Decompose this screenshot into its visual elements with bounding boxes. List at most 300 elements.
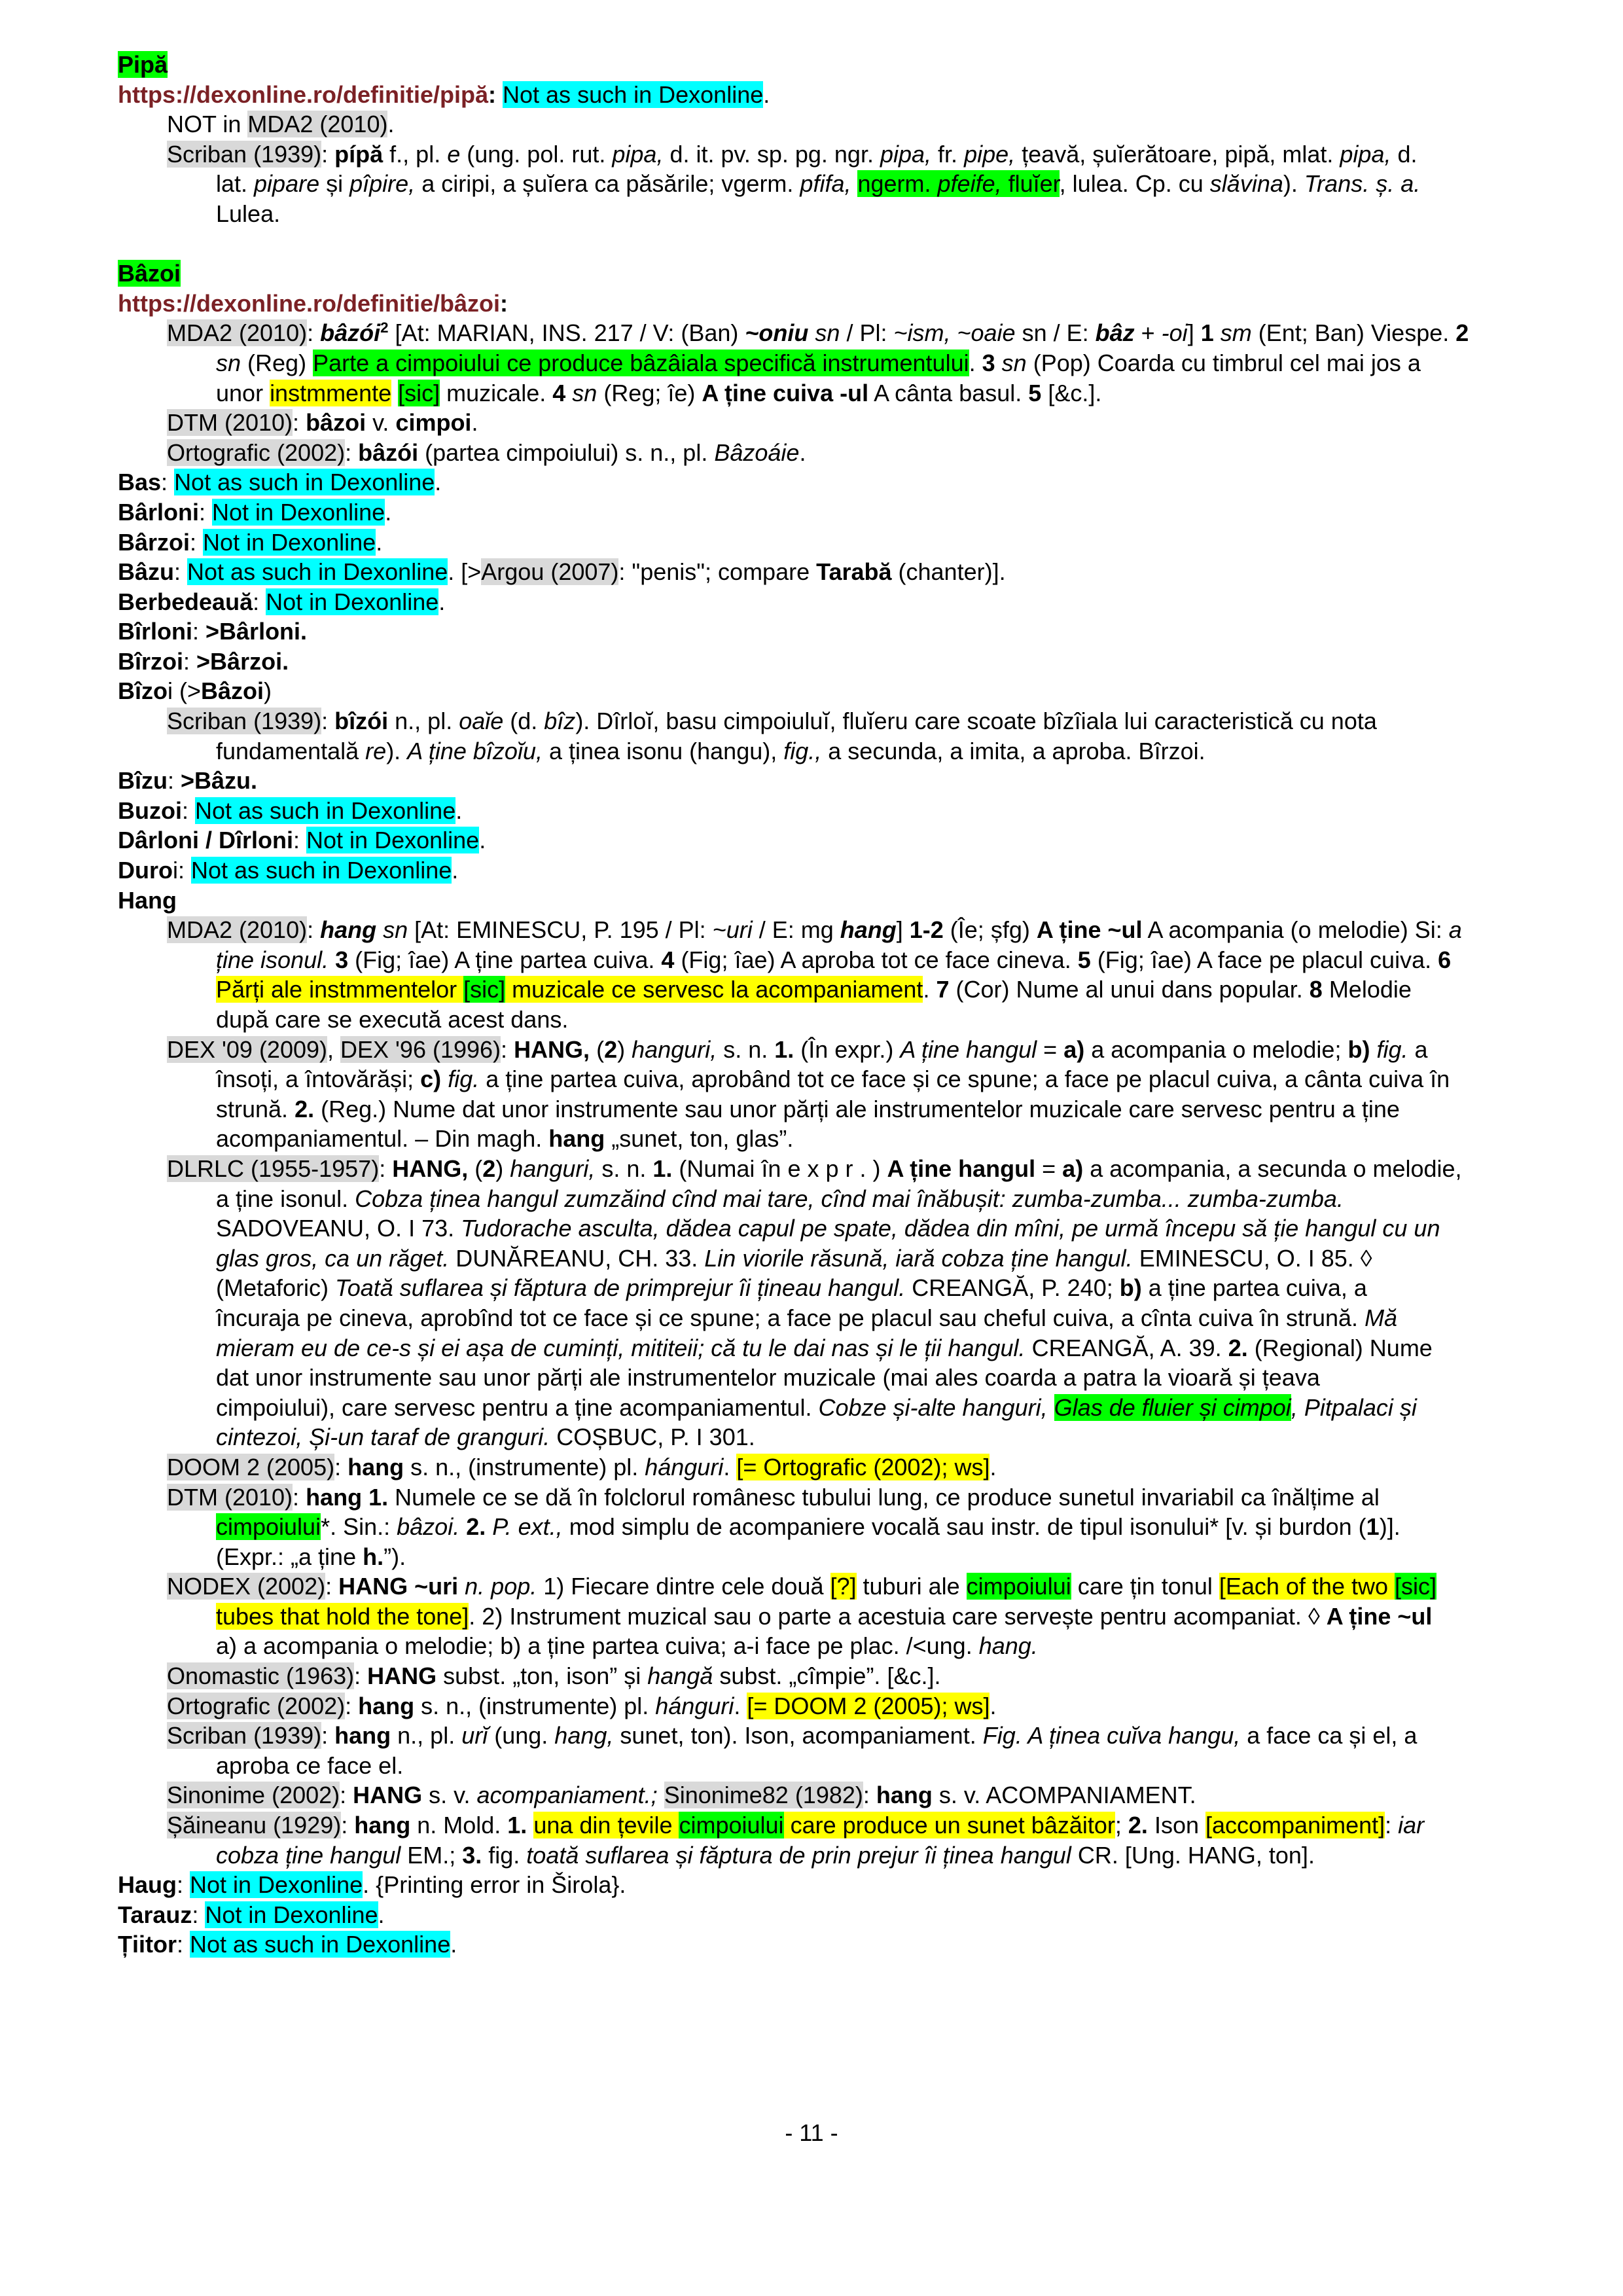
text-run: : [500,289,508,317]
text-run: însoți, a întovărăși; [216,1066,421,1093]
text-run: 1 [1200,319,1214,347]
highlighted-text-run: [sic] [398,379,440,406]
text-run: 6 [1438,946,1452,973]
text-run: : [341,1812,355,1839]
text-run: pípă [334,140,383,168]
text-run: pipare [254,170,320,198]
doc-line [0,1064,1623,1094]
text-run: n., pl. [388,708,459,735]
doc-line [0,1333,1623,1363]
highlighted-text-run: muzicale ce servesc la acompaniament [505,976,923,1003]
highlighted-text-run: una din țevile [533,1812,679,1839]
text-run: : [190,528,204,556]
text-run: . [969,349,982,376]
text-run: s. v. [422,1782,477,1809]
highlighted-text-run: Parte a cimpoiului ce produce bâzâiala specifică instrumentului [313,349,969,376]
doc-line [0,1512,1623,1542]
text-run: Bârzoi [118,528,190,556]
text-run: sn [383,916,408,944]
text-run: Bîzo [118,677,168,705]
text-run: bîzói [334,708,389,735]
highlighted-text-run: Not as such in Dexonline [191,857,452,884]
highlighted-text-run: Not in Dexonline [212,498,385,526]
text-run: 3 [982,349,995,376]
text-run: urĭ [461,1722,488,1749]
doc-line [0,736,1623,766]
text-run: EMINESCU, O. I 85. ◊ [1132,1244,1372,1272]
text-run: Bâzu [118,558,175,586]
text-run: : [161,469,175,496]
text-run: glas gros, ca un răget. [216,1244,450,1272]
text-run: Bîzu [118,767,168,795]
text-run [329,946,335,973]
text-run: Țiitor [118,1931,177,1958]
text-run: (Numai în e x p r . ) [672,1155,887,1182]
text-run: Toată suflarea și făptura de primprejur îi țineau hangul. [335,1274,906,1302]
text-run: Ison [1147,1812,1205,1839]
text-run: A ține hangul [887,1155,1036,1182]
text-run: : [334,1453,348,1480]
text-run: : [340,1782,353,1809]
text-run: Tarauz [118,1901,192,1928]
text-run: Pitpalaci și [1304,1393,1417,1421]
doc-line [0,647,1623,677]
text-run: : [501,1035,514,1063]
text-run: (Fig; îae) A ține partea cuiva. [348,946,662,973]
doc-line [0,1363,1623,1393]
text-run [1048,1394,1054,1421]
text-run: hang, [554,1722,614,1749]
text-run: hang [348,1453,404,1480]
doc-line [0,1751,1623,1781]
text-run: a ținea isonu (hangu), [542,737,784,764]
text-run: Duro [118,857,173,884]
text-run: (Reg; îe) [597,379,702,406]
text-run: : [181,797,195,824]
text-run: n. pop. [465,1573,537,1600]
text-run: bâzói [358,439,419,466]
text-run: . [471,409,478,437]
highlighted-text-run: tubes that hold the tone] [216,1602,469,1630]
text-run: unor [216,379,270,406]
doc-line [0,1094,1623,1124]
doc-line [0,1810,1623,1840]
text-run: CREANGĂ, A. 39. [1025,1334,1228,1361]
text-run: (În expr.) [794,1035,901,1063]
highlighted-text-run: Not as such in Dexonline [195,797,456,824]
doc-line [0,1602,1623,1632]
text-run: hang [876,1782,933,1809]
highlighted-text-run: Not as such in Dexonline [190,1931,451,1958]
text-run: = [1035,1155,1063,1182]
text-run: Lin viorile răsună, iară cobza ține hangul. [704,1244,1133,1272]
text-run: 1. [652,1155,673,1182]
text-run: HANG ~uri [338,1573,459,1600]
doc-line [0,1244,1623,1274]
text-run: Bîrzoi [118,647,184,675]
text-run: ] [1187,319,1201,347]
text-run: . [438,588,446,615]
text-run: . [452,857,459,884]
text-run: A ține bîzoĭu, [407,737,543,764]
text-run: : [199,498,213,526]
text-run: HANG [353,1782,423,1809]
text-run: : [321,140,335,168]
text-run: Trans. ș. a. [1304,170,1421,198]
text-run: / E: mg [752,916,840,944]
highlighted-text-run: [= Ortografic (2002); ws] [736,1453,990,1480]
text-run: ~uri [712,916,753,944]
text-run: / Pl: [840,319,894,347]
text-run: (Fig; îae) A face pe placul cuiva. [1090,946,1438,973]
text-run: hang [358,1692,415,1719]
text-run: s. n., (instrumente) pl. [404,1453,645,1480]
text-run: bâzoi [306,409,366,437]
text-run: (d. [503,708,544,735]
text-run: . [450,1931,457,1958]
doc-line [0,557,1623,587]
doc-line [0,318,1623,348]
doc-line [0,1691,1623,1721]
doc-line [0,1780,1623,1810]
text-run: dat unor instrumente sau unor părți ale instrumentelor muzicale (mai ales coarda a patra la vioară și țeava [216,1364,1320,1391]
text-run: Haug [118,1871,177,1899]
doc-line [0,438,1623,468]
doc-line [0,259,1623,289]
highlighted-text-run: MDA2 (2010) [167,319,308,347]
text-run [458,1573,465,1600]
text-run: Bas [118,469,162,496]
highlighted-text-run: DOOM 2 (2005) [167,1453,335,1480]
doc-line [0,855,1623,886]
highlighted-text-run: DTM (2010) [167,409,293,437]
text-run: 1) Fiecare dintre cele două [537,1573,830,1600]
text-run: : [192,1901,205,1928]
text-run: s. v. ACOMPANIAMENT. [932,1782,1196,1809]
highlighted-text-run: Not as such in Dexonline [187,558,448,586]
doc-line [0,408,1623,438]
text-run: , [327,1035,341,1063]
text-run: (Reg) [241,349,313,376]
text-run: ) [495,1155,510,1182]
doc-line [0,796,1623,826]
text-run: Fig. A ținea cuĭva hangu, [982,1722,1241,1749]
text-run: 2 [380,319,389,336]
text-run: fig. [1376,1035,1408,1063]
text-run: muzicale. [440,379,553,406]
text-run: 2. [294,1095,315,1122]
doc-line [0,1542,1623,1572]
text-run: care țin tonul [1071,1573,1219,1600]
text-run: A cânta basul. [868,379,1029,406]
text-run: : [325,1573,339,1600]
text-run: hánguri [655,1692,734,1719]
doc-line [0,199,1623,229]
doc-line [0,766,1623,796]
text-run: P. ext., [492,1513,563,1541]
text-run: . [723,1453,737,1480]
text-run: bâz [1095,319,1135,347]
text-run: DUNĂREANU, CH. 33. [449,1244,705,1272]
text-run: fig., [783,737,822,764]
text-run: >Bârloni. [205,618,308,645]
highlighted-text-run: care produce un sunet bâzăitor [783,1812,1115,1839]
text-run: + [1134,319,1162,347]
text-run: . [> [448,558,482,586]
highlighted-text-run: Sinonime (2002) [167,1782,340,1809]
text-run: bâzói [320,319,381,347]
text-run: [At: EMINESCU, P. 195 / Pl: [408,916,713,944]
text-run: acompaniament.; [476,1782,658,1809]
text-run: hang [320,916,377,944]
page-number: - 11 - [785,2119,838,2146]
text-run: : [307,319,321,347]
highlighted-text-run: Not in Dexonline [190,1871,363,1899]
highlighted-text-run: Pipă [118,51,168,78]
text-run: (chanter)]. [891,558,1006,586]
hyperlink[interactable]: https://dexonline.ro/definitie/pipă [118,81,489,108]
text-run: 2 [604,1035,618,1063]
highlighted-text-run: Not as such in Dexonline [174,469,435,496]
text-run: i: [173,857,192,884]
text-run: mieram eu de ce-s și ei așa de cuminți, mititeii; că tu le dai nas și le ții hangul. [216,1334,1026,1361]
text-run: . {Printing error in Širola}. [363,1871,626,1899]
text-run: strună. [216,1095,295,1122]
text-run: hang. [978,1632,1038,1660]
text-run: oaĭe [459,708,504,735]
text-run: re [365,737,387,764]
text-run: ”). [383,1543,406,1570]
text-run: HANG, [514,1035,590,1063]
doc-line [0,528,1623,558]
text-run: >Bârzoi. [196,647,289,675]
text-run: . [385,498,392,526]
text-run: (Reg.) Nume dat unor instrumente sau unor părți ale instrumentelor muzicale care servesc pentru a ține [314,1095,1400,1122]
text-run: 5 [1028,379,1042,406]
text-run: SADOVEANU, O. I 73. [216,1215,461,1242]
text-run [391,380,398,406]
text-run: pipe, [964,140,1016,168]
text-run: Bâzoi [201,677,264,705]
highlighted-text-run: [?] [830,1573,857,1600]
doc-line [0,1154,1623,1184]
text-run: [At: MARIAN, INS. 217 / V: (Ban) [388,319,745,347]
doc-line [0,348,1623,378]
text-run: . [923,976,936,1003]
text-run: Bîrloni [118,618,192,645]
text-run: a ține isonul. [216,1185,355,1212]
text-run: ). [386,737,408,764]
text-run: A ține ~ul [1036,916,1143,944]
text-run: (Regional) Nume [1247,1334,1433,1361]
doc-line [0,1661,1623,1691]
text-run [808,319,815,346]
text-run [362,1484,368,1511]
text-run: ( [468,1155,483,1182]
doc-line [0,50,1623,80]
text-run: , lulea. Cp. cu [1059,170,1210,198]
text-run: 2 [1455,319,1469,347]
text-run: hanguri, [632,1035,717,1063]
text-run: a) [1063,1035,1085,1063]
text-run: hang [354,1812,411,1839]
highlighted-text-run: DEX '96 (1996) [340,1035,501,1063]
doc-line [0,1213,1623,1244]
text-run: pfifa, [800,170,851,198]
text-run: ~oniu [745,319,809,347]
text-run: : [293,1483,306,1511]
text-run: pipa, [612,140,664,168]
doc-line [0,80,1623,110]
text-run: COȘBUC, P. I 301. [550,1424,755,1451]
text-run: : [176,1931,190,1958]
doc-line [0,825,1623,855]
highlighted-text-run: cimpoiului [216,1513,321,1541]
text-run: *. Sin.: [321,1513,397,1541]
text-run: >Bâzu. [181,767,258,795]
text-run: hánguri [645,1453,724,1480]
doc-line [0,945,1623,975]
highlighted-text-run: Sinonime82 (1982) [664,1782,863,1809]
text-run: încuraja pe cineva, aprobînd tot ce face și ce spune; a face pe placul sau cheful cuiva, a cînta cuiva în strună. [216,1304,1365,1331]
text-run: = [1037,1035,1064,1063]
doc-line [0,109,1623,139]
text-run: 7 [936,976,950,1003]
highlighted-text-run: DTM (2010) [167,1483,293,1511]
highlighted-text-run: Bâzoi [118,260,181,287]
doc-line [0,886,1623,916]
text-run: a [1448,916,1462,944]
text-run: a ține partea cuiva, aprobând tot ce face și ce spune; a face pe placul cuiva, a cânta cuiva în [479,1066,1450,1093]
text-run: . [435,469,442,496]
text-run: . [479,827,486,854]
text-run: : [174,558,188,586]
highlighted-text-run: Scriban (1939) [167,1722,322,1749]
text-run: 1-2 [909,916,944,944]
text-run: A ține cuiva -ul [702,379,869,406]
highlighted-text-run: cimpoiului [679,1812,784,1839]
text-run [527,1812,533,1839]
text-run: sn [216,349,241,376]
text-run: s. n. [595,1155,653,1182]
text-run: sn / E: [1015,319,1096,347]
text-run: : [1385,1812,1399,1839]
text-run: ; [1115,1812,1128,1839]
document-body [0,50,1623,1960]
text-run: hang [334,1722,391,1749]
text-run: a secunda, a imita, a aproba. Bîrzoi. [821,737,1205,764]
text-run: bâzoi. [397,1513,460,1541]
text-run: ). Dîrloĭ, basu cimpoiuluĭ, fluĭeru care scoate bîzîiala lui caracteristică cu nota [575,708,1377,735]
text-run: (ung. pol. rut. [460,140,613,168]
text-run: 2. [1228,1334,1248,1361]
text-run: Melodie [1322,976,1412,1003]
text-run: sn [815,319,840,347]
hyperlink[interactable]: https://dexonline.ro/definitie/bâzoi [118,289,501,317]
highlighted-text-run: cimpoiului [966,1573,1071,1600]
doc-line [0,1840,1623,1871]
doc-line [0,1631,1623,1661]
text-run: cintezoi, Și-un taraf de granguri. [216,1424,550,1451]
text-run: slăvina [1209,170,1283,198]
text-run: . [387,111,395,138]
doc-line [0,676,1623,706]
text-run: NOT in [167,111,248,138]
text-run: după care se execută acest dans. [216,1006,569,1033]
text-run: A ține hangul [900,1035,1037,1063]
text-run: HANG, [392,1155,469,1182]
text-run: subst. „cîmpie”. [&c.]. [713,1662,941,1690]
text-run: : [253,588,266,615]
text-run: A acompania (o melodie) Si: [1142,916,1449,944]
text-run: 4 [552,379,566,406]
text-run: Bârloni [118,498,200,526]
text-run: . 2) Instrument muzical sau o parte a acestuia care servește pentru acompaniat. ◊ [469,1602,1327,1630]
text-run: sn [1001,349,1027,376]
text-run: 2. [466,1513,486,1541]
text-run: a face ca și el, a [1240,1722,1418,1749]
text-run: lat. [216,170,255,198]
text-run: EM.; [401,1841,463,1869]
doc-line [0,706,1623,736]
highlighted-text-run: [= DOOM 2 (2005); ws] [747,1692,990,1719]
doc-line [0,1452,1623,1482]
text-run: . [455,797,463,824]
doc-line [0,378,1623,408]
text-run: ) [264,677,272,705]
text-run: 1. [368,1483,389,1511]
text-run: : [379,1155,393,1182]
text-run: tuburi ale [856,1573,967,1600]
text-run: hang [306,1483,363,1511]
doc-line [0,169,1623,199]
text-run: sm [1220,319,1252,347]
text-run: ~ism, ~oaie [893,319,1016,347]
text-run: pipa, [1340,140,1391,168]
text-run: a acompania, a secunda o melodie, [1083,1155,1462,1182]
text-run [658,1782,664,1808]
text-run: : [345,439,359,466]
text-run: -oi [1161,319,1188,347]
text-run: sunet, ton). Ison, acompaniament. [613,1722,983,1749]
text-run: 2. [1128,1812,1148,1839]
text-run: (partea cimpoiului) s. n., pl. [418,439,715,466]
doc-line [0,915,1623,945]
text-run: : [183,647,197,675]
text-run: CR. [Ung. HANG, ton]. [1071,1841,1315,1869]
highlighted-text-run: Scriban (1939) [167,708,322,735]
text-run: : [168,767,181,795]
text-run: Numele ce se dă în folclorul românesc tubului lung, ce produce sunetul invariabil ca înălțime al [388,1483,1380,1511]
text-run: Lulea. [216,200,281,227]
highlighted-text-run: Șăineanu (1929) [167,1812,342,1839]
doc-line [0,1124,1623,1154]
text-run: i (> [168,677,202,705]
doc-line [0,1273,1623,1303]
doc-line [0,1571,1623,1602]
text-run: a acompania o melodie; [1084,1035,1348,1063]
text-run [851,170,857,197]
highlighted-text-run: [accompaniment] [1205,1812,1385,1839]
text-run: mod simplu de acompaniere vocală sau instr. de tipul isonului* [v. și burdon ( [562,1513,1366,1541]
doc-line [0,289,1623,319]
text-run [486,1513,492,1540]
text-run: . [378,1901,385,1928]
text-run: și [319,170,350,198]
text-run: 4 [661,946,675,973]
text-run: 8 [1309,976,1323,1003]
text-run: pîpire, [349,170,416,198]
